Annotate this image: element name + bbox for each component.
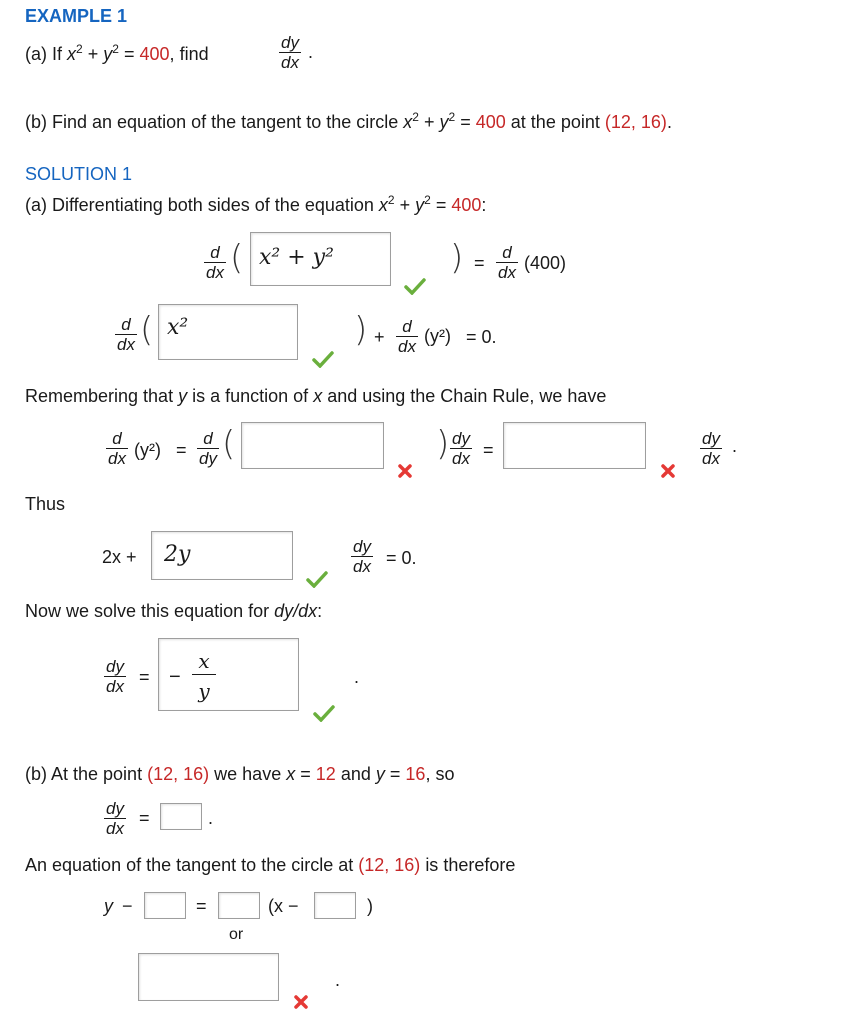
eq2-close-paren: ) (354, 310, 368, 350)
eq3-d-dx: d dx (108, 429, 126, 468)
eq2-rhs: = 0. (466, 327, 497, 347)
eq5-answer-box[interactable] (158, 638, 299, 711)
eq1-d-dx: d dx (206, 243, 224, 282)
eq7-close: ) (367, 896, 373, 916)
eq2-check-icon (312, 350, 334, 368)
eq4-answer-text: 2y (164, 542, 191, 567)
eq3-close-paren: ) (436, 424, 450, 464)
solve-text: Now we solve this equation for dy/dx: (25, 601, 323, 621)
eq2-d-dx: d dx (117, 315, 135, 354)
solution-heading: SOLUTION 1 (25, 164, 133, 184)
solution-a-line: (a) Differentiating both sides of the equation $x^2 + y^2 = 400$: (25, 193, 487, 215)
eq1-rhs-d-dx: d dx (498, 243, 516, 282)
part-a-question: (a) If $x^2 + y^2 = 400$, find (25, 42, 209, 64)
part-a-period: . (308, 42, 314, 62)
eq3-rhs-dydx: dy dx (702, 429, 720, 468)
part-b-question: (b) Find an equation of the tangent to the circle $x^2 + y^2 = 400$ at the point (12, 16). (25, 110, 672, 132)
eq3-answer1-box[interactable] (241, 422, 384, 469)
eq1-answer-box[interactable] (250, 232, 391, 286)
eq6-slope-input[interactable] (160, 803, 202, 830)
eq6-period: . (208, 808, 214, 828)
eq4-answer-box[interactable] (151, 531, 293, 580)
thus-label: Thus (25, 494, 66, 514)
eq3-dydx: dy dx (452, 429, 470, 468)
part-a-dydx-fraction: dy dx (281, 33, 299, 72)
eq2-open-paren: ( (140, 310, 154, 350)
eq5-numerator: x (192, 649, 216, 675)
eq3-lhs-term: (y²) (134, 440, 161, 460)
eq7-x0-input[interactable] (314, 892, 356, 919)
eq5-check-icon (313, 704, 335, 722)
eq2-rhs-term: (y²) (424, 326, 451, 346)
eq7-slope-input[interactable] (218, 892, 260, 919)
eq2-answer-box[interactable] (158, 304, 298, 360)
eq1-close-paren: ) (450, 238, 464, 278)
eq7-equals: = (196, 896, 207, 916)
eq2-answer-text: x² (167, 315, 189, 340)
eq3-equals2: = (483, 440, 494, 460)
eq3-period: . (732, 436, 738, 456)
eq4-dydx: dy dx (353, 537, 371, 576)
eq6-equals: = (139, 808, 150, 828)
eq7-minus: − (122, 896, 133, 916)
eq2-rhs-d-dx: d dx (398, 317, 416, 356)
eq3-answer2-cross-icon (660, 463, 676, 479)
final-period: . (335, 970, 341, 990)
eq3-answer2-box[interactable] (503, 422, 646, 469)
eq7-y: y (104, 896, 113, 916)
eq5-period: . (354, 667, 360, 687)
part-b-solution-line: (b) At the point (12, 16) we have x = 12 and y = 16, so (25, 764, 455, 784)
final-equation-input[interactable] (138, 953, 279, 1001)
eq1-equals: = (474, 253, 485, 273)
eq1-open-paren: ( (230, 238, 244, 278)
eq3-open-paren: ( (222, 424, 236, 464)
eq6-dydx: dy dx (106, 799, 124, 838)
eq3-d-dy: d dy (199, 429, 217, 468)
eq4-rhs: = 0. (386, 548, 417, 568)
eq2-plus: + (374, 327, 385, 347)
eq1-check-icon (404, 277, 426, 295)
example-heading: EXAMPLE 1 (25, 6, 128, 26)
or-label: or (229, 926, 244, 943)
tangent-text: An equation of the tangent to the circle at (12, 16) is therefore (25, 855, 516, 875)
eq4-check-icon (306, 570, 328, 588)
eq5-dydx: dy dx (106, 657, 124, 696)
eq5-denominator: y (198, 679, 210, 703)
eq3-answer1-cross-icon (397, 463, 413, 479)
eq5-minus: − (169, 666, 181, 688)
eq7-open: (x − (268, 896, 299, 916)
eq4-lhs: 2x + (102, 547, 137, 567)
final-cross-icon (293, 994, 309, 1010)
chain-rule-text: Remembering that y is a function of x and using the Chain Rule, we have (25, 386, 607, 406)
eq7-y0-input[interactable] (144, 892, 186, 919)
eq3-equals: = (176, 440, 187, 460)
eq1-answer-text: x² + y² (259, 245, 334, 270)
eq1-rhs-value: (400) (524, 253, 567, 273)
eq5-equals: = (139, 667, 150, 687)
